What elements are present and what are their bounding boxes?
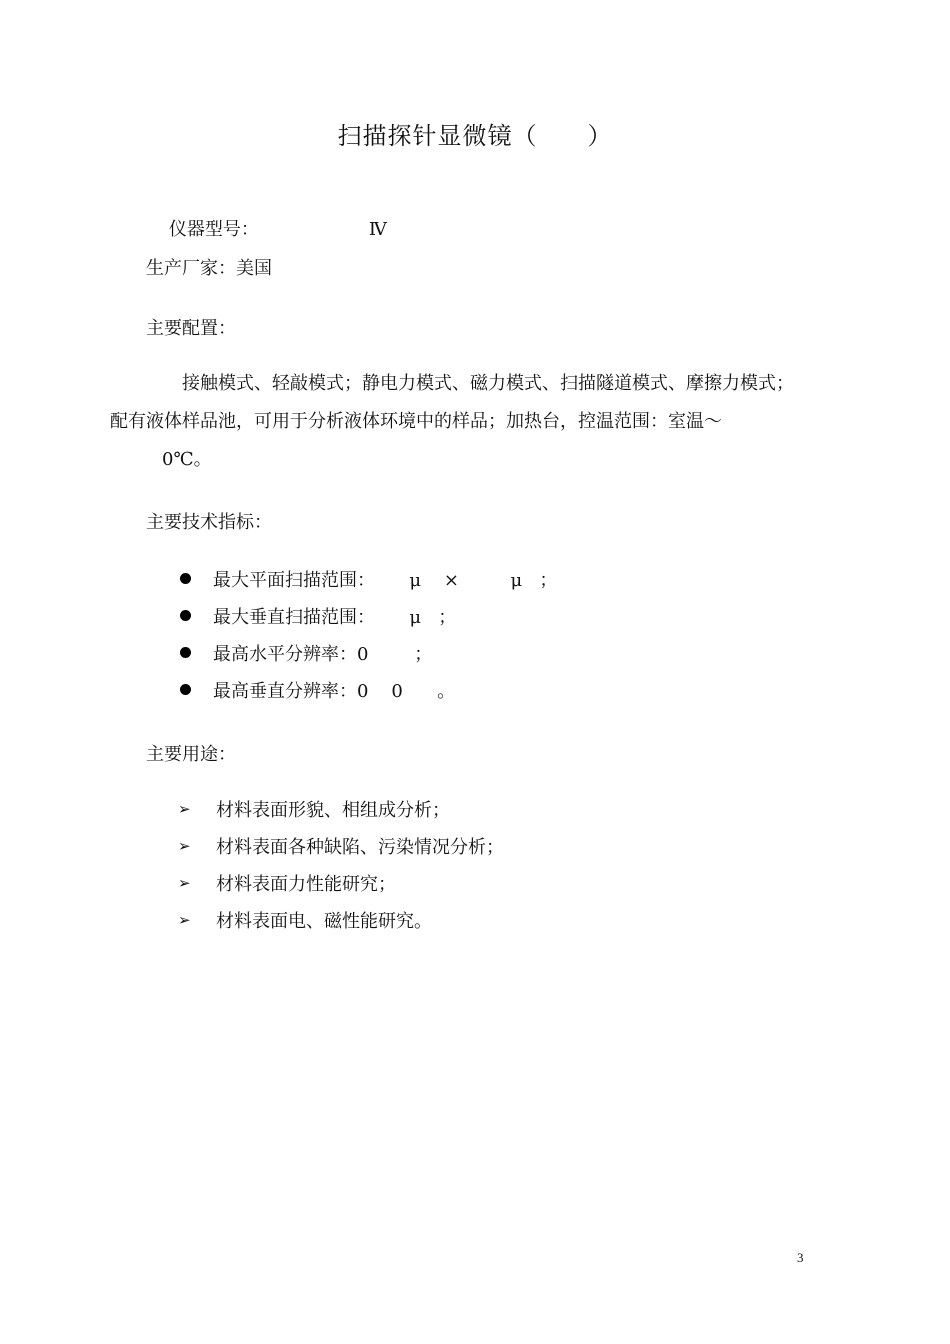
arrow-bullet-icon: ➢: [178, 836, 191, 855]
model-value: Ⅳ: [368, 219, 387, 240]
bullet-icon: [180, 573, 191, 584]
list-item: 最大平面扫描范围： μ × μ ；: [178, 560, 557, 597]
config-heading: 主要配置：: [146, 318, 236, 339]
arrow-bullet-icon: ➢: [178, 910, 191, 929]
list-item: ➢ 材料表面力性能研究；: [178, 873, 396, 895]
config-line-3: 0℃。: [162, 449, 212, 470]
specs-list: [178, 560, 557, 708]
uses-list: [178, 790, 504, 938]
list-item: 最高水平分辨率：0 ；: [178, 634, 557, 671]
bullet-icon: [180, 610, 191, 621]
document-title: 扫描探针显微镜（ ）: [337, 122, 613, 150]
config-line-1: 接触模式、轻敲模式；静电力模式、磁力模式、扫描隧道模式、摩擦力模式；: [182, 373, 794, 394]
bullet-icon: [180, 647, 191, 658]
model-label: 仪器型号：: [168, 219, 259, 240]
manufacturer-row: 生产厂家：美国: [146, 258, 272, 279]
page-number: 3: [797, 1250, 804, 1265]
list-item: ➢ 材料表面电、磁性能研究。: [178, 910, 432, 932]
arrow-bullet-icon: ➢: [178, 873, 191, 892]
arrow-bullet-icon: ➢: [178, 799, 191, 818]
list-item: 最高垂直分辨率：0 0 。: [178, 671, 557, 708]
config-line-2: 配有液体样品池，可用于分析液体环境中的样品；加热台，控温范围：室温～: [110, 411, 722, 432]
config-paragraph: [110, 365, 806, 479]
uses-heading: 主要用途：: [146, 744, 236, 765]
model-row: [146, 194, 387, 262]
bullet-icon: [180, 684, 191, 695]
list-item: 最大垂直扫描范围： μ ；: [178, 597, 557, 634]
specs-heading: 主要技术指标：: [146, 512, 272, 533]
list-item: ➢ 材料表面形貌、相组成分析；: [178, 799, 450, 821]
list-item: ➢ 材料表面各种缺陷、污染情况分析；: [178, 836, 504, 858]
